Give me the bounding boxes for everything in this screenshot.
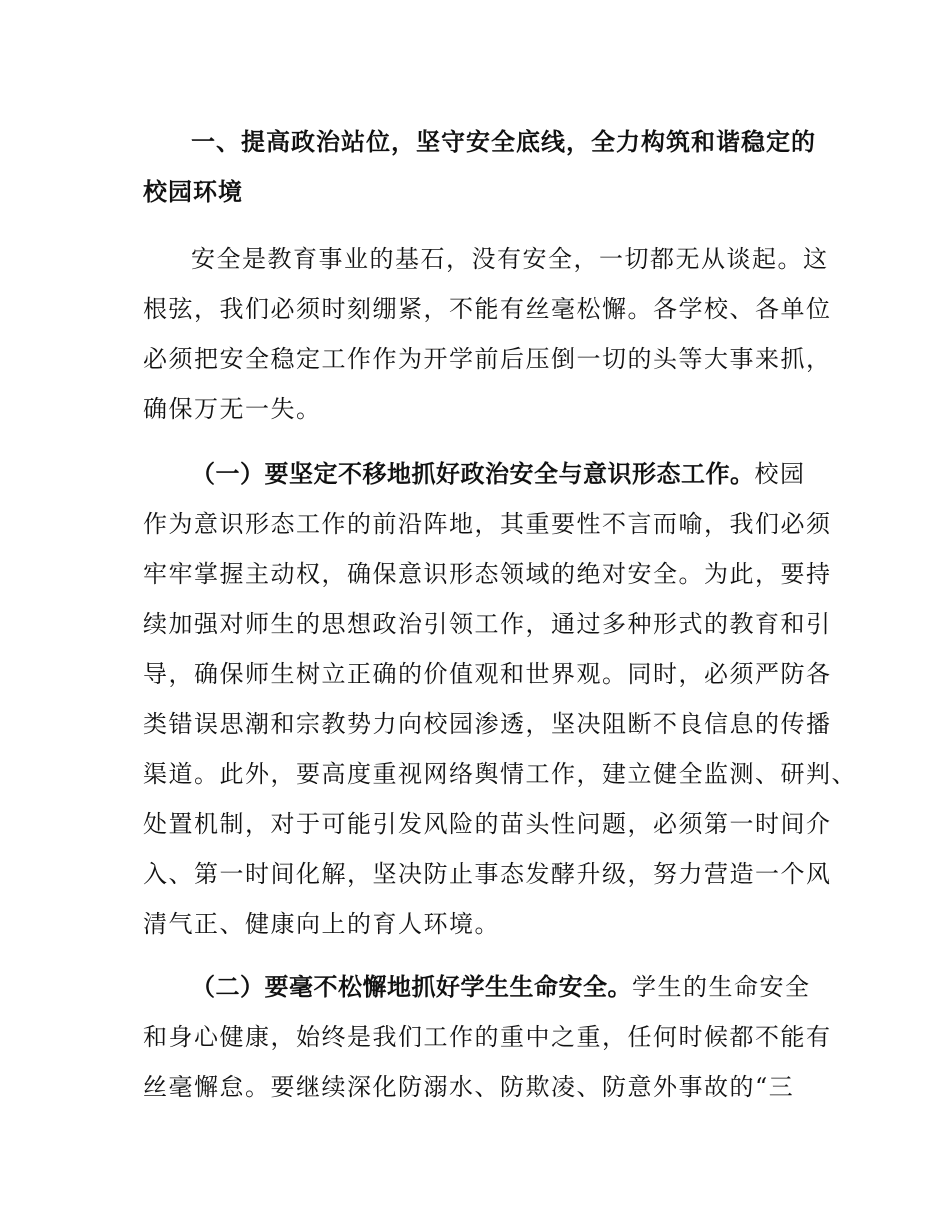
paragraph-2-line: 处置机制，对于可能引发风险的苗头性问题，必须第一时间介: [143, 810, 832, 838]
paragraph-1-line: 安全是教育事业的基石，没有安全，一切都无从谈起。这: [191, 245, 829, 273]
paragraph-2-line: 类错误思潮和宗教势力向校园渗透，坚决阻断不良信息的传播: [143, 710, 832, 738]
paragraph-2-line: 作为意识形态工作的前沿阵地，其重要性不言而喻，我们必须: [143, 510, 832, 538]
paragraph-3-first-line: [191, 970, 871, 1004]
paragraph-2-line: 续加强对师生的思想政治引领工作，通过多种形式的教育和引: [143, 610, 832, 638]
paragraph-3-line: 和身心健康，始终是我们工作的重中之重，任何时候都不能有: [143, 1023, 832, 1051]
paragraph-2-line: 清气正、健康向上的育人环境。: [143, 910, 500, 938]
paragraph-2-line: 入、第一时间化解，坚决防止事态发酵升级，努力营造一个风: [143, 860, 832, 888]
paragraph-2-line: 导，确保师生树立正确的价值观和世界观。同时，必须严防各: [143, 660, 832, 688]
paragraph-1-line: 必须把安全稳定工作作为开学前后压倒一切的头等大事来抓，: [143, 345, 832, 373]
paragraph-2-first-line: [191, 457, 871, 491]
paragraph-2-first-line-rest: 校园: [754, 460, 806, 488]
paragraph-2-line: 渠道。此外，要高度重视网络舆情工作，建立健全监测、研判、: [143, 760, 857, 788]
paragraph-1-line: 根弦，我们必须时刻绷紧，不能有丝毫松懈。各学校、各单位: [143, 295, 832, 323]
subheading-2: （二）要毫不松懈地抓好学生生命安全。: [191, 973, 632, 1001]
paragraph-3-line: 丝毫懈怠。要继续深化防溺水、防欺凌、防意外事故的“三: [143, 1073, 795, 1101]
section-heading-line-1: 一、提高政治站位，坚守安全底线，全力构筑和谐稳定的: [191, 128, 816, 156]
subheading-1: （一）要坚定不移地抓好政治安全与意识形态工作。: [191, 460, 755, 488]
paragraph-2-line: 牢牢掌握主动权，确保意识形态领域的绝对安全。为此，要持: [143, 560, 832, 588]
paragraph-1-line: 确保万无一失。: [143, 395, 322, 423]
section-heading-line-2: 校园环境: [143, 178, 243, 206]
paragraph-3-first-line-rest: 学生的生命安全: [632, 973, 811, 1001]
